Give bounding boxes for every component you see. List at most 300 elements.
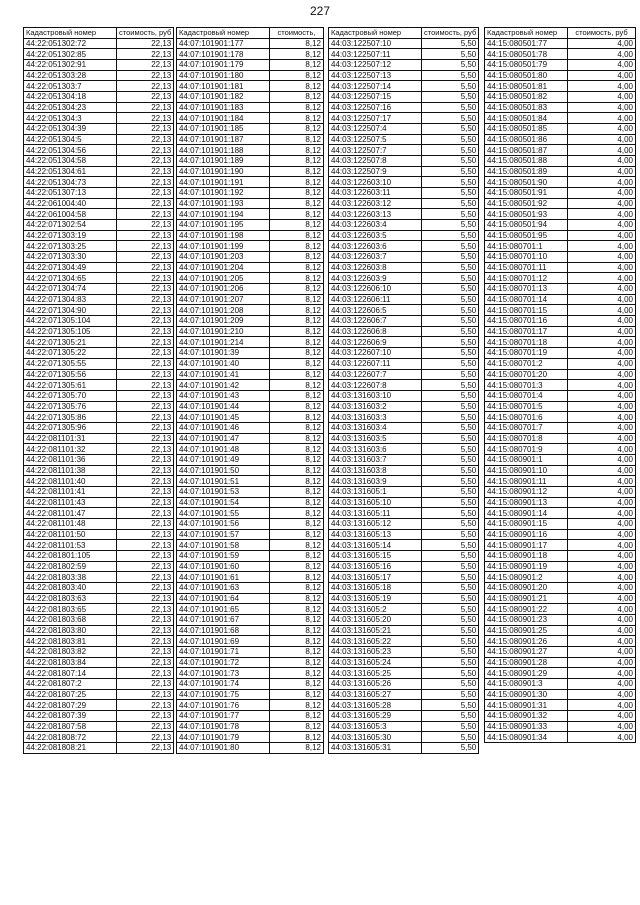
table-row: [329, 188, 479, 199]
cadastral-number-cell: 44:15:080501:86: [485, 134, 568, 145]
table-row: [329, 390, 479, 401]
cadastral-number-cell: 44:07:101901:68: [177, 625, 270, 636]
cost-cell: 5,50: [422, 561, 479, 572]
table-row: [24, 348, 174, 359]
header-cadastral-number: Кадастровый номер: [485, 28, 568, 39]
table-row: [485, 646, 636, 657]
cadastral-number-cell: 44:15:080901:22: [485, 604, 568, 615]
table-row: [177, 230, 324, 241]
cost-cell: 4,00: [568, 156, 636, 167]
table-row: [24, 273, 174, 284]
table-row: [329, 668, 479, 679]
cost-cell: 22,13: [117, 49, 174, 60]
cost-cell: 4,00: [568, 433, 636, 444]
table-row: [329, 732, 479, 743]
cadastral-number-cell: 44:15:080501:93: [485, 209, 568, 220]
cost-cell: 4,00: [568, 604, 636, 615]
cost-cell: 4,00: [568, 518, 636, 529]
cadastral-number-cell: 44:22:051303:7: [24, 81, 117, 92]
cadastral-number-cell: 44:22:051302:72: [24, 38, 117, 49]
cadastral-number-cell: 44:22:071305:86: [24, 412, 117, 423]
cadastral-number-cell: 44:03:131603:5: [329, 433, 422, 444]
cadastral-number-cell: 44:07:101901:51: [177, 476, 270, 487]
cadastral-number-cell: 44:15:080701:12: [485, 273, 568, 284]
cost-cell: 8,12: [270, 550, 324, 561]
cost-cell: 22,13: [117, 145, 174, 156]
cadastral-number-cell: 44:07:101901:69: [177, 636, 270, 647]
table-row: [24, 220, 174, 231]
table-row: [485, 508, 636, 519]
cadastral-number-cell: 44:15:080901:11: [485, 476, 568, 487]
cadastral-number-cell: 44:15:080701:13: [485, 284, 568, 295]
cadastral-number-cell: 44:07:101901:59: [177, 550, 270, 561]
table-row: [485, 156, 636, 167]
table-header-row: [177, 28, 324, 39]
table-row: [177, 422, 324, 433]
cost-cell: 4,00: [568, 326, 636, 337]
cadastral-number-cell: 44:15:080501:78: [485, 49, 568, 60]
cost-cell: 8,12: [270, 241, 324, 252]
cadastral-number-cell: 44:03:131605:18: [329, 582, 422, 593]
cadastral-number-cell: 44:15:080901:30: [485, 689, 568, 700]
cost-cell: 5,50: [422, 284, 479, 295]
table-row: [177, 60, 324, 71]
table-row: [177, 326, 324, 337]
table-row: [177, 262, 324, 273]
cost-cell: 22,13: [117, 358, 174, 369]
cadastral-number-cell: 44:22:081803:81: [24, 636, 117, 647]
table-row: [329, 646, 479, 657]
cost-cell: 8,12: [270, 230, 324, 241]
cost-cell: 5,50: [422, 81, 479, 92]
table-row: [177, 582, 324, 593]
cadastral-number-cell: 44:15:080901:10: [485, 465, 568, 476]
cadastral-number-cell: 44:07:101901:60: [177, 561, 270, 572]
cost-cell: 5,50: [422, 518, 479, 529]
cost-cell: 4,00: [568, 540, 636, 551]
cadastral-number-cell: 44:07:101901:43: [177, 390, 270, 401]
cost-cell: 5,50: [422, 657, 479, 668]
cost-cell: 22,13: [117, 550, 174, 561]
cadastral-number-cell: 44:22:051302:91: [24, 60, 117, 71]
cost-cell: 22,13: [117, 678, 174, 689]
cost-cell: 8,12: [270, 593, 324, 604]
cost-cell: 5,50: [422, 241, 479, 252]
table-row: [177, 70, 324, 81]
table-row: [485, 70, 636, 81]
cadastral-number-cell: 44:22:051302:85: [24, 49, 117, 60]
cost-cell: 22,13: [117, 572, 174, 583]
table-row: [24, 540, 174, 551]
cost-cell: 22,13: [117, 593, 174, 604]
cadastral-number-cell: 44:15:080901:23: [485, 614, 568, 625]
table-row: [329, 401, 479, 412]
cost-cell: 4,00: [568, 284, 636, 295]
table-header-row: [485, 28, 636, 39]
table-row: [485, 422, 636, 433]
header-cost: стоимость,: [270, 28, 324, 39]
cadastral-number-cell: 44:15:080901:14: [485, 508, 568, 519]
cadastral-number-cell: 44:15:080901:32: [485, 711, 568, 722]
table-row: [329, 465, 479, 476]
table-row: [329, 486, 479, 497]
table-row: [177, 678, 324, 689]
cost-cell: 22,13: [117, 486, 174, 497]
table-row: [177, 390, 324, 401]
cadastral-number-cell: 44:03:122607:7: [329, 369, 422, 380]
cost-cell: 8,12: [270, 188, 324, 199]
cost-cell: 4,00: [568, 134, 636, 145]
table-row: [485, 444, 636, 455]
cadastral-number-cell: 44:15:080901:13: [485, 497, 568, 508]
cost-cell: 8,12: [270, 70, 324, 81]
cost-cell: 22,13: [117, 348, 174, 359]
cost-cell: 4,00: [568, 721, 636, 732]
cadastral-number-cell: 44:15:080501:95: [485, 230, 568, 241]
table-row: [485, 401, 636, 412]
table-row: [329, 166, 479, 177]
cadastral-number-cell: 44:07:101901:48: [177, 444, 270, 455]
cost-cell: 5,50: [422, 262, 479, 273]
table-row: [24, 102, 174, 113]
table-row: [177, 305, 324, 316]
table-row: [177, 604, 324, 615]
cost-cell: 4,00: [568, 582, 636, 593]
table-row: [329, 316, 479, 327]
cadastral-number-cell: 44:22:071304:49: [24, 262, 117, 273]
cost-cell: 8,12: [270, 732, 324, 743]
cost-cell: 8,12: [270, 422, 324, 433]
cadastral-number-cell: 44:03:131605:2: [329, 604, 422, 615]
cost-cell: 5,50: [422, 476, 479, 487]
cadastral-number-cell: 44:07:101901:56: [177, 518, 270, 529]
cadastral-number-cell: 44:03:131605:14: [329, 540, 422, 551]
cadastral-number-cell: 44:22:081807:2: [24, 678, 117, 689]
cost-cell: 4,00: [568, 486, 636, 497]
cost-cell: 22,13: [117, 70, 174, 81]
cadastral-number-cell: 44:15:080901:18: [485, 550, 568, 561]
table-row: [485, 230, 636, 241]
cost-cell: 5,50: [422, 305, 479, 316]
table-row: [329, 49, 479, 60]
cadastral-number-cell: 44:22:081803:65: [24, 604, 117, 615]
table-row: [485, 198, 636, 209]
table-row: [329, 198, 479, 209]
cadastral-number-cell: 44:15:080701:11: [485, 262, 568, 273]
cost-cell: 8,12: [270, 380, 324, 391]
table-row: [485, 625, 636, 636]
cadastral-number-cell: 44:03:122603:12: [329, 198, 422, 209]
cadastral-number-cell: 44:03:122603:11: [329, 188, 422, 199]
table-row: [177, 401, 324, 412]
table-row: [177, 81, 324, 92]
table-row: [24, 486, 174, 497]
cadastral-number-cell: 44:07:101901:195: [177, 220, 270, 231]
cost-cell: 5,50: [422, 582, 479, 593]
table-row: [329, 518, 479, 529]
cost-cell: 22,13: [117, 625, 174, 636]
cadastral-number-cell: 44:22:081807:58: [24, 721, 117, 732]
cost-cell: 5,50: [422, 711, 479, 722]
cadastral-number-cell: 44:03:122603:8: [329, 262, 422, 273]
table-body: [485, 38, 636, 742]
cadastral-number-cell: 44:03:131605:25: [329, 668, 422, 679]
table-row: [24, 614, 174, 625]
cost-cell: 22,13: [117, 518, 174, 529]
table-row: [24, 188, 174, 199]
cost-cell: 8,12: [270, 614, 324, 625]
table-row: [24, 401, 174, 412]
table-row: [177, 134, 324, 145]
cadastral-number-cell: 44:07:101901:47: [177, 433, 270, 444]
cadastral-number-cell: 44:22:071304:65: [24, 273, 117, 284]
cadastral-number-cell: 44:03:131605:16: [329, 561, 422, 572]
cost-cell: 5,50: [422, 689, 479, 700]
cadastral-number-cell: 44:22:071305:70: [24, 390, 117, 401]
cadastral-number-cell: 44:07:101901:42: [177, 380, 270, 391]
table-row: [485, 518, 636, 529]
table-row: [24, 743, 174, 754]
cadastral-number-cell: 44:22:071305:21: [24, 337, 117, 348]
cadastral-number-cell: 44:03:122607:11: [329, 358, 422, 369]
cadastral-number-cell: 44:07:101901:53: [177, 486, 270, 497]
cadastral-number-cell: 44:15:080901:25: [485, 625, 568, 636]
table-row: [329, 102, 479, 113]
table-body: [24, 38, 174, 753]
cost-cell: 8,12: [270, 700, 324, 711]
cost-cell: 22,13: [117, 294, 174, 305]
cadastral-number-cell: 44:07:101901:49: [177, 454, 270, 465]
cadastral-number-cell: 44:03:122507:7: [329, 145, 422, 156]
table-header-row: [329, 28, 479, 39]
table-row: [329, 145, 479, 156]
cadastral-number-cell: 44:07:101901:190: [177, 166, 270, 177]
table-row: [24, 81, 174, 92]
cost-cell: 8,12: [270, 102, 324, 113]
cost-cell: 5,50: [422, 177, 479, 188]
cadastral-number-cell: 44:15:080701:19: [485, 348, 568, 359]
cost-cell: 8,12: [270, 529, 324, 540]
cadastral-number-cell: 44:22:081101:31: [24, 433, 117, 444]
cadastral-number-cell: 44:22:051304:73: [24, 177, 117, 188]
table-row: [177, 369, 324, 380]
table-row: [177, 380, 324, 391]
cadastral-number-cell: 44:07:101901:50: [177, 465, 270, 476]
cost-cell: 5,50: [422, 230, 479, 241]
table-row: [485, 678, 636, 689]
cost-cell: 22,13: [117, 337, 174, 348]
table-row: [24, 337, 174, 348]
cadastral-number-cell: 44:03:131605:27: [329, 689, 422, 700]
table-row: [24, 422, 174, 433]
cost-cell: 4,00: [568, 561, 636, 572]
cadastral-number-cell: 44:15:080901:17: [485, 540, 568, 551]
cadastral-number-cell: 44:07:101901:79: [177, 732, 270, 743]
table-row: [329, 497, 479, 508]
cost-cell: 8,12: [270, 262, 324, 273]
cadastral-number-cell: 44:22:081807:14: [24, 668, 117, 679]
cadastral-number-cell: 44:15:080901:16: [485, 529, 568, 540]
table-row: [329, 711, 479, 722]
cadastral-number-cell: 44:22:071305:22: [24, 348, 117, 359]
table-row: [329, 412, 479, 423]
cadastral-number-cell: 44:07:101901:73: [177, 668, 270, 679]
table-row: [485, 550, 636, 561]
cost-cell: 5,50: [422, 220, 479, 231]
cadastral-number-cell: 44:07:101901:44: [177, 401, 270, 412]
cost-cell: 5,50: [422, 529, 479, 540]
table-row: [329, 540, 479, 551]
table-row: [177, 689, 324, 700]
cadastral-number-cell: 44:22:071305:61: [24, 380, 117, 391]
cadastral-number-cell: 44:03:131605:22: [329, 636, 422, 647]
cadastral-number-cell: 44:22:081101:47: [24, 508, 117, 519]
cadastral-number-cell: 44:22:051304:18: [24, 92, 117, 103]
cadastral-table-4: [484, 27, 636, 743]
header-cost: стоимость, руб: [568, 28, 636, 39]
cadastral-number-cell: 44:15:080701:17: [485, 326, 568, 337]
cadastral-number-cell: 44:22:071305:104: [24, 316, 117, 327]
table-row: [177, 444, 324, 455]
cadastral-number-cell: 44:15:080901:12: [485, 486, 568, 497]
cost-cell: 4,00: [568, 241, 636, 252]
table-row: [24, 646, 174, 657]
table-row: [329, 358, 479, 369]
cost-cell: 5,50: [422, 422, 479, 433]
cost-cell: 22,13: [117, 220, 174, 231]
cost-cell: 8,12: [270, 273, 324, 284]
cadastral-number-cell: 44:03:131605:21: [329, 625, 422, 636]
cost-cell: 5,50: [422, 604, 479, 615]
cost-cell: 22,13: [117, 273, 174, 284]
cadastral-number-cell: 44:07:101901:72: [177, 657, 270, 668]
cost-cell: 4,00: [568, 454, 636, 465]
cadastral-number-cell: 44:07:101901:181: [177, 81, 270, 92]
cost-cell: 4,00: [568, 593, 636, 604]
cost-cell: 5,50: [422, 113, 479, 124]
table-row: [24, 433, 174, 444]
table-row: [485, 262, 636, 273]
table-row: [485, 166, 636, 177]
cost-cell: 4,00: [568, 124, 636, 135]
cadastral-number-cell: 44:15:080901:3: [485, 678, 568, 689]
cost-cell: 8,12: [270, 561, 324, 572]
cost-cell: 4,00: [568, 711, 636, 722]
cost-cell: 22,13: [117, 454, 174, 465]
cost-cell: 4,00: [568, 49, 636, 60]
cost-cell: 5,50: [422, 380, 479, 391]
table-row: [485, 369, 636, 380]
table-row: [329, 593, 479, 604]
cost-cell: 22,13: [117, 305, 174, 316]
cost-cell: 4,00: [568, 198, 636, 209]
cost-cell: 22,13: [117, 689, 174, 700]
cadastral-number-cell: 44:22:071302:54: [24, 220, 117, 231]
cadastral-number-cell: 44:07:101901:203: [177, 252, 270, 263]
cadastral-number-cell: 44:07:101901:80: [177, 743, 270, 754]
cost-cell: 5,50: [422, 124, 479, 135]
cost-cell: 22,13: [117, 326, 174, 337]
table-row: [329, 422, 479, 433]
table-row: [177, 561, 324, 572]
table-row: [485, 540, 636, 551]
cost-cell: 4,00: [568, 60, 636, 71]
table-row: [177, 177, 324, 188]
table-row: [24, 294, 174, 305]
cadastral-number-cell: 44:15:080701:5: [485, 401, 568, 412]
cadastral-number-cell: 44:07:101901:214: [177, 337, 270, 348]
cost-cell: 4,00: [568, 38, 636, 49]
cadastral-number-cell: 44:03:131605:23: [329, 646, 422, 657]
cost-cell: 8,12: [270, 92, 324, 103]
cadastral-number-cell: 44:03:122606:7: [329, 316, 422, 327]
cost-cell: 8,12: [270, 572, 324, 583]
table-row: [329, 444, 479, 455]
cadastral-number-cell: 44:07:101901:194: [177, 209, 270, 220]
table-row: [177, 540, 324, 551]
cost-cell: 8,12: [270, 252, 324, 263]
table-row: [485, 273, 636, 284]
cost-cell: 22,13: [117, 390, 174, 401]
cost-cell: 5,50: [422, 49, 479, 60]
table-row: [485, 582, 636, 593]
cadastral-number-cell: 44:22:061004:58: [24, 209, 117, 220]
cost-cell: 22,13: [117, 124, 174, 135]
cadastral-number-cell: 44:15:080501:84: [485, 113, 568, 124]
table-row: [485, 348, 636, 359]
cost-cell: 4,00: [568, 70, 636, 81]
cadastral-number-cell: 44:07:101901:184: [177, 113, 270, 124]
table-row: [177, 550, 324, 561]
table-row: [24, 572, 174, 583]
cost-cell: 22,13: [117, 614, 174, 625]
cadastral-number-cell: 44:03:122607:10: [329, 348, 422, 359]
cadastral-number-cell: 44:03:122507:12: [329, 60, 422, 71]
cost-cell: 22,13: [117, 668, 174, 679]
table-row: [177, 454, 324, 465]
cadastral-number-cell: 44:07:101901:180: [177, 70, 270, 81]
table-row: [329, 582, 479, 593]
cadastral-number-cell: 44:22:051304:56: [24, 145, 117, 156]
table-body: [177, 38, 324, 753]
table-row: [485, 113, 636, 124]
cadastral-number-cell: 44:03:122507:5: [329, 134, 422, 145]
cost-cell: 8,12: [270, 412, 324, 423]
table-row: [329, 476, 479, 487]
table-row: [24, 198, 174, 209]
table-row: [24, 390, 174, 401]
header-cadastral-number: Кадастровый номер: [329, 28, 422, 39]
cost-cell: 22,13: [117, 198, 174, 209]
table-row: [177, 348, 324, 359]
cadastral-number-cell: 44:22:081803:82: [24, 646, 117, 657]
cadastral-number-cell: 44:22:081807:25: [24, 689, 117, 700]
cadastral-number-cell: 44:03:122603:4: [329, 220, 422, 231]
cost-cell: 4,00: [568, 572, 636, 583]
cost-cell: 8,12: [270, 177, 324, 188]
cadastral-number-cell: 44:22:081803:63: [24, 593, 117, 604]
cadastral-number-cell: 44:07:101901:58: [177, 540, 270, 551]
cadastral-number-cell: 44:22:071305:76: [24, 401, 117, 412]
table-row: [24, 657, 174, 668]
cost-cell: 8,12: [270, 369, 324, 380]
cadastral-number-cell: 44:22:081801:105: [24, 550, 117, 561]
cost-cell: 8,12: [270, 326, 324, 337]
cost-cell: 8,12: [270, 657, 324, 668]
cadastral-number-cell: 44:03:122606:9: [329, 337, 422, 348]
table-row: [329, 454, 479, 465]
cadastral-number-cell: 44:22:081803:80: [24, 625, 117, 636]
